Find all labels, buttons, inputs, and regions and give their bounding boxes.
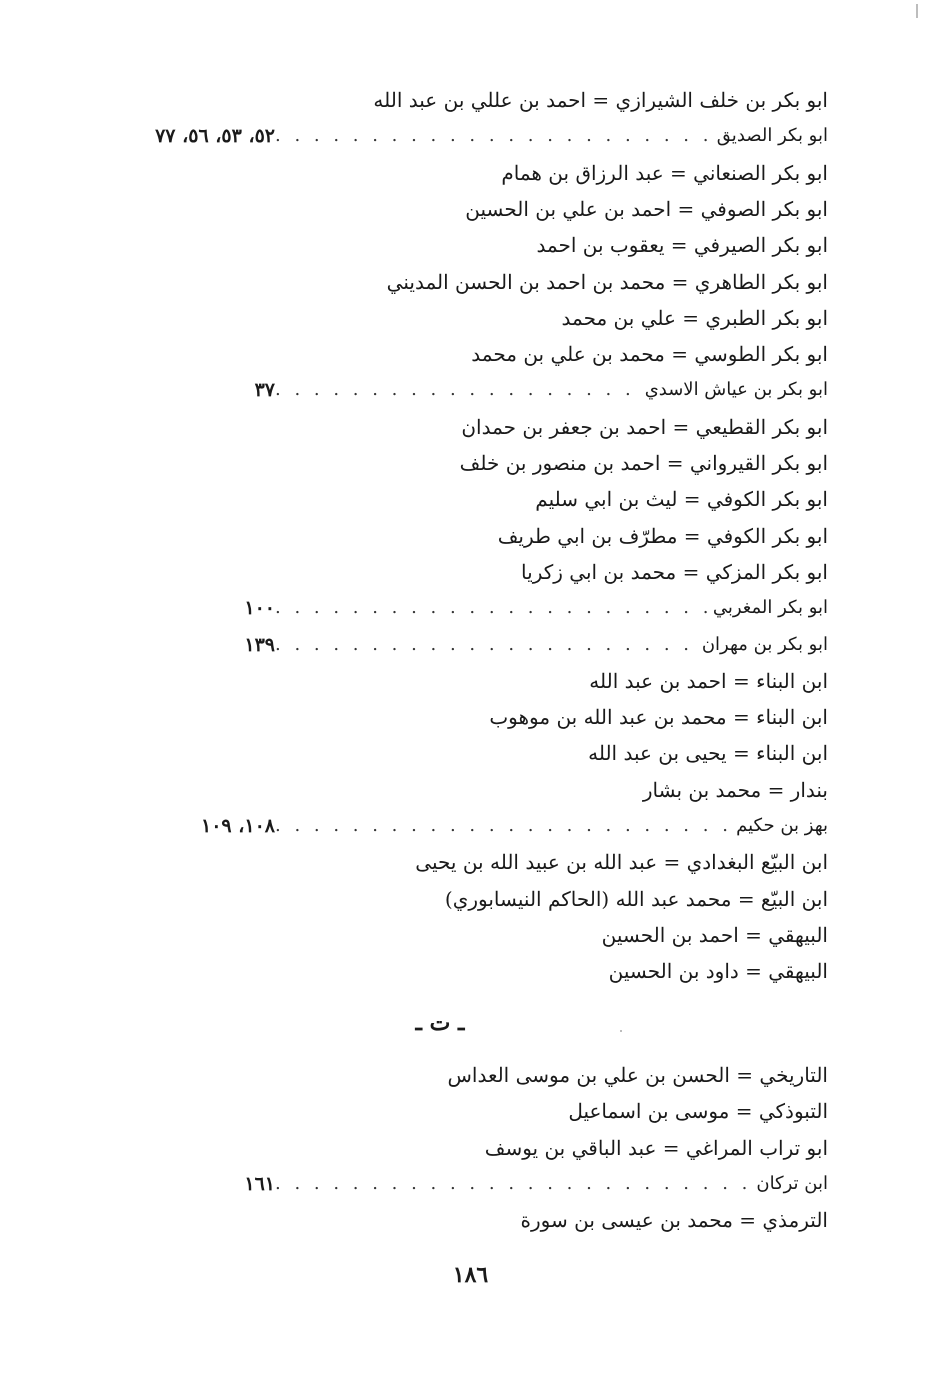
index-entry [100, 917, 828, 953]
index-entry [100, 699, 828, 735]
index-entry [100, 336, 828, 372]
index-entry [100, 735, 828, 771]
index-entry [100, 118, 828, 154]
entry-name: ابو بكر الصيرفي = يعقوب بن احمد [536, 233, 828, 258]
entry-page-refs [100, 808, 275, 844]
entry-name: ابو بكر الكوفي = مطرّف بن ابي طريف [497, 523, 828, 548]
index-entry [100, 1057, 828, 1093]
entry-page-refs [100, 1166, 275, 1202]
dot-leader [275, 1166, 828, 1202]
index-entry [100, 227, 828, 263]
index-entry [100, 82, 828, 118]
entry-name: ابو بكر القطيعي = احمد بن جعفر بن حمدان [461, 414, 828, 439]
index-entry [100, 772, 828, 808]
entry-page-refs [100, 372, 275, 408]
index-entry [100, 409, 828, 445]
index-entry [100, 155, 828, 191]
entry-name: ابو بكر الصوفي = احمد بن علي بن الحسين [465, 196, 828, 221]
index-entry [100, 554, 828, 590]
entry-name: ابو بكر الصنعاني = عبد الرزاق بن همام [501, 160, 828, 185]
entry-name: ابو بكر بن عياش الاسدي [641, 372, 828, 408]
entry-name: ابو بكر القيرواني = احمد بن منصور بن خلف [459, 451, 828, 475]
index-entry [100, 481, 828, 517]
entry-name: ابن البناء = يحيى بن عبد الله [588, 741, 828, 766]
entry-page-refs [100, 627, 275, 663]
entry-name: التاريخي = الحسن بن علي بن موسى العداس [447, 1063, 828, 1087]
page-refs-text: ١٠٨، ١٠٩ [201, 815, 275, 837]
entry-name: التبوذكي = موسى بن اسماعيل [568, 1099, 828, 1124]
index-entry [100, 844, 828, 880]
index-entry [100, 663, 828, 699]
page-refs-text: ١٦١ [244, 1172, 275, 1195]
entry-name: ابو بكر الطبري = علي بن محمد [561, 305, 828, 330]
entry-name: ابو تراب المراغي = عبد الباقي بن يوسف [484, 1135, 828, 1160]
entry-name: البيهقي = احمد بن الحسين [601, 922, 828, 947]
index-entry [100, 953, 828, 989]
entry-name: ابو بكر الكوفي = ليث بن ابي سليم [535, 487, 828, 512]
index-entry [100, 1166, 828, 1202]
index-entry [100, 264, 828, 300]
entry-name: ابو بكر الصديق [713, 118, 828, 154]
scan-mark [916, 4, 918, 18]
index-entry [100, 1093, 828, 1129]
index-entry [100, 1130, 828, 1166]
page-refs-text: ١٣٩ [244, 633, 275, 656]
section-heading-ta: ـ ت ـ [415, 1010, 465, 1036]
index-entry [100, 518, 828, 554]
index-entry [100, 881, 828, 917]
entry-name: ابو بكر الطوسي = محمد بن علي بن محمد [471, 342, 828, 367]
entry-name: ابن البيّع = محمد عبد الله (الحاكم النيسابوري) [444, 886, 828, 911]
entry-page-refs [100, 590, 275, 626]
page-number: ١٨٦ [452, 1262, 489, 1288]
index-entry [100, 808, 828, 844]
entry-page-refs [100, 118, 275, 154]
entry-name: بندار = محمد بن بشار [642, 777, 828, 802]
page-refs-text: ٥٢، ٥٣، ٥٦، ٧٧ [155, 125, 275, 148]
entry-name: بهز بن حكيم [732, 808, 828, 844]
entry-name: البيهقي = داود بن الحسين [608, 959, 828, 984]
index-entry [100, 1202, 828, 1238]
index-entry [100, 300, 828, 336]
entry-name: ابن البناء = محمد بن عبد الله بن موهوب [489, 705, 828, 730]
index-entry [100, 372, 828, 408]
page-refs-text: ٣٧ [254, 379, 275, 402]
page-refs-text: ١٠٠ [244, 597, 275, 620]
entry-name: ابو بكر بن مهران [698, 627, 828, 663]
entry-name: الترمذي = محمد بن عيسى بن سورة [520, 1208, 828, 1233]
index-entry [100, 627, 828, 663]
entry-name: ابو بكر بن خلف الشيرازي = احمد بن عللي بن عبد الله [373, 88, 828, 112]
index-entry [100, 590, 828, 626]
entry-name: ابن البناء = احمد بن عبد الله [589, 668, 828, 693]
entry-name: ابو بكر الطاهري = محمد بن احمد بن الحسن المديني [386, 269, 828, 294]
entry-name: ابو بكر المزكي = محمد بن ابي زكريا [521, 559, 828, 584]
entry-name: ابو بكر المغربي [709, 590, 828, 626]
index-entry [100, 445, 828, 481]
index-entry [100, 191, 828, 227]
entry-name: ابن البيّع البغدادي = عبد الله بن عبيد الله بن يحيى [415, 850, 828, 875]
entry-name: ابن تركان [752, 1166, 828, 1202]
